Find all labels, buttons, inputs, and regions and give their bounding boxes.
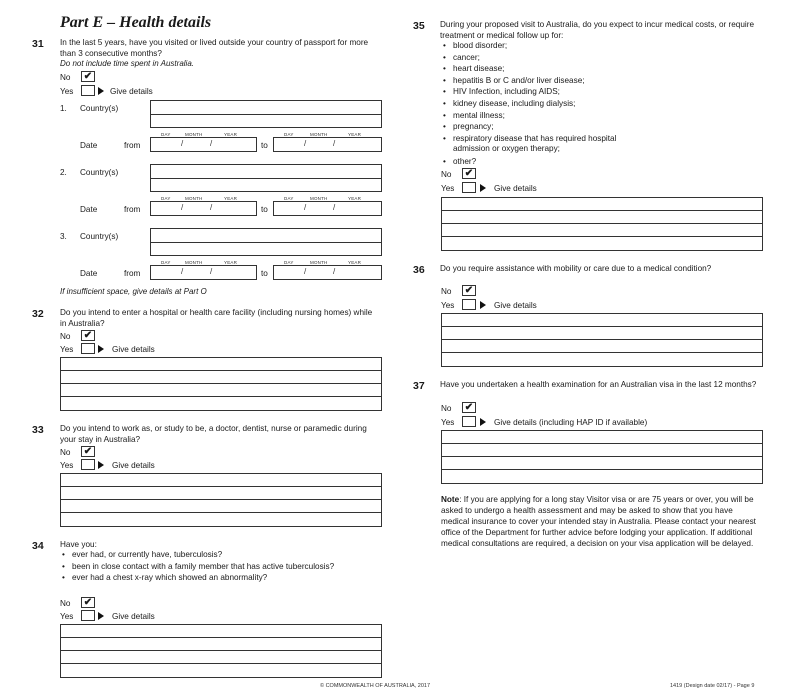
entry-1-to-date-field[interactable]: [273, 137, 382, 152]
q36-yes-checkbox[interactable]: [462, 299, 476, 310]
q32-yes-label: Yes: [60, 345, 74, 354]
entry-1-number: 1.: [60, 104, 67, 113]
list-item: • mental illness;: [453, 110, 753, 122]
q34-yes-checkbox[interactable]: [81, 610, 95, 621]
list-item: • respiratory disease that has required hospital admission or oxygen therapy;: [453, 134, 653, 155]
entry-2-from-date-field[interactable]: [150, 201, 257, 216]
q31-yes-checkbox[interactable]: [81, 85, 95, 96]
arrow-right-icon: [480, 184, 486, 192]
q35-details-field[interactable]: [441, 197, 763, 251]
entry-1-country-label: Country(s): [80, 104, 119, 113]
entry-3-to-date-field[interactable]: [273, 265, 382, 280]
entry-1-from-label: from: [124, 141, 141, 150]
arrow-right-icon: [480, 418, 486, 426]
q37-yes-label: Yes: [441, 418, 455, 427]
entry-2-number: 2.: [60, 168, 67, 177]
question-33-text: Do you intend to work as, or study to be, a doctor, dentist, nurse or paramedic during your stay in Australia?: [60, 424, 367, 445]
q37-no-checkbox[interactable]: ✔: [462, 402, 476, 413]
entry-2-to-date-field[interactable]: [273, 201, 382, 216]
list-item: • hepatitis B or C and/or liver disease;: [453, 75, 753, 87]
question-number-32: 32: [32, 308, 44, 320]
q33-no-label: No: [60, 448, 71, 457]
q34-no-label: No: [60, 599, 71, 608]
entry-3-country-label: Country(s): [80, 232, 119, 241]
entry-2-country-label: Country(s): [80, 168, 119, 177]
arrow-right-icon: [98, 87, 104, 95]
entry-2-date-label: Date: [80, 205, 98, 214]
footer-copyright: © COMMONWEALTH OF AUSTRALIA, 2017: [320, 683, 430, 689]
entry-2-from-label: from: [124, 205, 141, 214]
question-number-35: 35: [413, 20, 425, 32]
q37-details-field[interactable]: [441, 430, 763, 484]
q32-yes-checkbox[interactable]: [81, 343, 95, 354]
arrow-right-icon: [98, 461, 104, 469]
question-31-note: Do not include time spent in Australia.: [60, 59, 194, 68]
list-item: • HIV Infection, including AIDS;: [453, 86, 753, 98]
q36-no-checkbox[interactable]: ✔: [462, 285, 476, 296]
list-item: • other?: [453, 156, 753, 168]
entry-2-to-label: to: [261, 205, 268, 214]
q37-give-details-label: Give details (including HAP ID if available): [494, 418, 648, 427]
q35-yes-label: Yes: [441, 184, 455, 193]
arrow-right-icon: [480, 301, 486, 309]
q36-yes-label: Yes: [441, 301, 455, 310]
health-note: [441, 494, 763, 549]
q36-give-details-label: Give details: [494, 301, 537, 310]
entry-3-number: 3.: [60, 232, 67, 241]
question-31-text: In the last 5 years, have you visited or lived outside your country of passport for more than 3 consecutive months?: [60, 38, 369, 59]
list-item: • pregnancy;: [453, 121, 753, 133]
entry-1-from-date-field[interactable]: [150, 137, 257, 152]
note-label: Note: [441, 495, 460, 504]
question-34-text: Have you:: [60, 540, 97, 549]
question-number-37: 37: [413, 380, 425, 392]
question-number-36: 36: [413, 264, 425, 276]
q35-yes-checkbox[interactable]: [462, 182, 476, 193]
question-34-list: [60, 549, 372, 584]
q33-details-field[interactable]: [60, 473, 382, 527]
footer-page-number: 1419 (Design date 02/17) - Page 9: [670, 683, 755, 689]
list-item: • blood disorder;: [453, 40, 753, 52]
q36-no-label: No: [441, 287, 452, 296]
entry-1-date-label: Date: [80, 141, 98, 150]
q37-no-label: No: [441, 404, 452, 413]
question-number-34: 34: [32, 540, 44, 552]
entry-2-country-field[interactable]: [150, 164, 382, 192]
q33-yes-label: Yes: [60, 461, 74, 470]
arrow-right-icon: [98, 612, 104, 620]
entry-3-from-label: from: [124, 269, 141, 278]
question-31-footnote: If insufficient space, give details at Part O: [60, 287, 207, 296]
q31-no-checkbox[interactable]: ✔: [81, 71, 95, 82]
entry-3-to-label: to: [261, 269, 268, 278]
question-32-text: Do you intend to enter a hospital or health care facility (including nursing homes) while in Australia?: [60, 308, 373, 329]
entry-1-country-field[interactable]: [150, 100, 382, 128]
q33-give-details-label: Give details: [112, 461, 155, 470]
q37-yes-checkbox[interactable]: [462, 416, 476, 427]
q32-give-details-label: Give details: [112, 345, 155, 354]
question-36-text: Do you require assistance with mobility or care due to a medical condition?: [440, 264, 712, 273]
q32-details-field[interactable]: [60, 357, 382, 411]
q35-no-label: No: [441, 170, 452, 179]
list-item: • kidney disease, including dialysis;: [453, 98, 753, 110]
q34-details-field[interactable]: [60, 624, 382, 678]
q34-no-checkbox[interactable]: ✔: [81, 597, 95, 608]
question-37-text: Have you undertaken a health examination for an Australian visa in the last 12 months?: [440, 380, 757, 389]
q36-details-field[interactable]: [441, 313, 763, 367]
section-heading: Part E – Health details: [60, 14, 212, 31]
q33-no-checkbox[interactable]: ✔: [81, 446, 95, 457]
q31-no-label: No: [60, 73, 71, 82]
list-item: • ever had a chest x-ray which showed an abnormality?: [72, 572, 372, 584]
q32-no-label: No: [60, 332, 71, 341]
q31-yes-label: Yes: [60, 87, 74, 96]
entry-3-country-field[interactable]: [150, 228, 382, 256]
note-text: : If you are applying for a long stay Visitor visa or are 75 years or over, you will be asked to undergo a health assessment and may be asked to show that you have medical insurance to cover your intended stay in Australia. Please contact your nearest office of the Department for further advice before lodging your application. If additional medical consultations are required, a decision on your visa application will be delayed.: [441, 495, 756, 548]
q34-give-details-label: Give details: [112, 612, 155, 621]
entry-1-to-label: to: [261, 141, 268, 150]
entry-3-date-label: Date: [80, 269, 98, 278]
question-35-text: During your proposed visit to Australia, do you expect to incur medical costs, or require treatment or medical follow up for:: [440, 20, 755, 41]
q33-yes-checkbox[interactable]: [81, 459, 95, 470]
q31-give-details-label: Give details: [110, 87, 153, 96]
arrow-right-icon: [98, 345, 104, 353]
entry-3-from-date-field[interactable]: [150, 265, 257, 280]
list-item: • heart disease;: [453, 63, 753, 75]
question-35-list: [441, 40, 753, 167]
q32-no-checkbox[interactable]: ✔: [81, 330, 95, 341]
question-number-31: 31: [32, 38, 44, 50]
q34-yes-label: Yes: [60, 612, 74, 621]
list-item: • ever had, or currently have, tuberculosis?: [72, 549, 372, 561]
question-number-33: 33: [32, 424, 44, 436]
list-item: • been in close contact with a family member that has active tuberculosis?: [72, 561, 372, 573]
list-item: • cancer;: [453, 52, 753, 64]
q35-no-checkbox[interactable]: ✔: [462, 168, 476, 179]
q35-give-details-label: Give details: [494, 184, 537, 193]
